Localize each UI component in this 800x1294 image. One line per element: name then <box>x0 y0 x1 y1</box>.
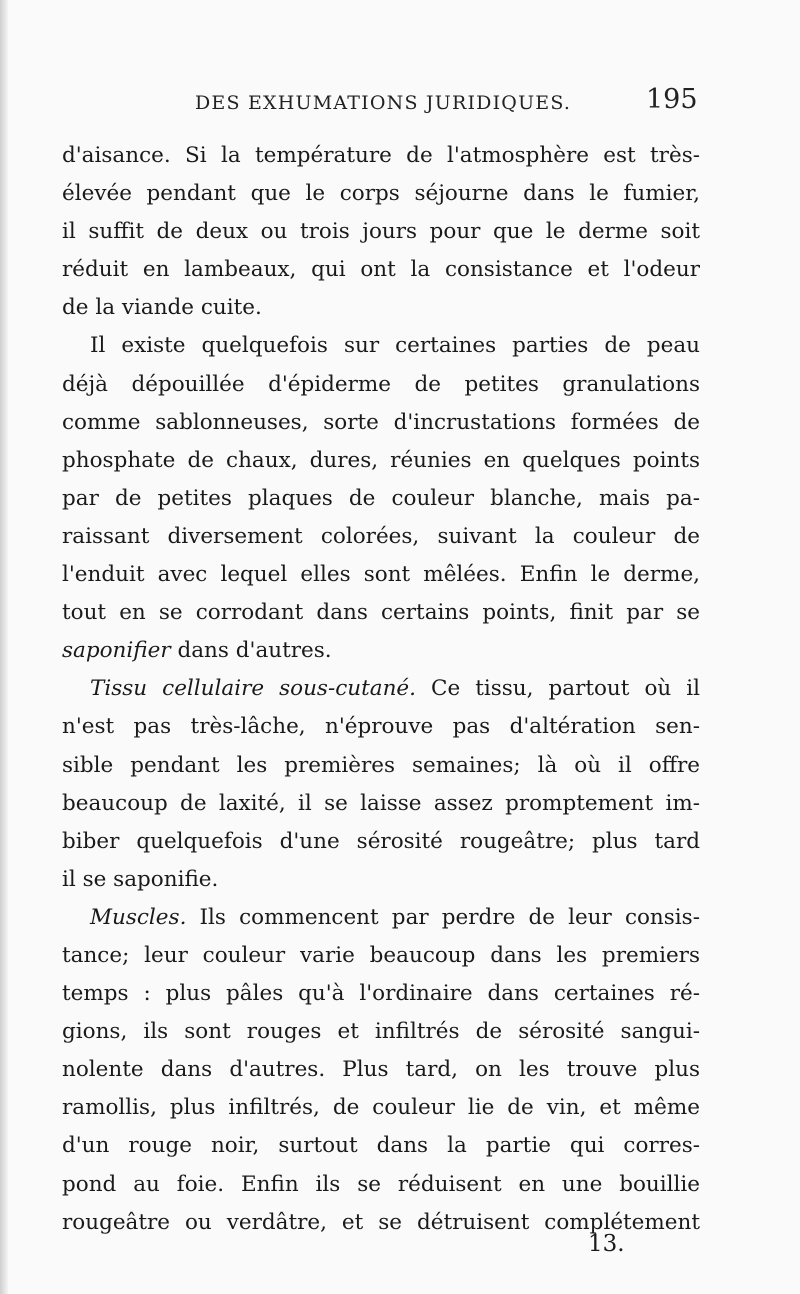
text-line: d'aisance. Si la température de l'atmosphère est très- <box>62 143 700 168</box>
text-run: Ils commencent par perdre de leur consis- <box>199 904 700 930</box>
page-edge-shadow <box>0 0 8 1294</box>
text-line: il suffit de deux ou trois jours pour que le derme soit <box>62 219 700 245</box>
text-line: d'un rouge noir, surtout dans la partie qui corres- <box>62 1133 700 1159</box>
text-line <box>62 670 700 708</box>
section-heading-muscles: Muscles. <box>90 904 187 930</box>
section-heading-tissu: Tissu cellulaire sous-cutané. <box>90 676 416 702</box>
page-number: 195 <box>646 84 698 115</box>
text-line: raissant diversement colorées, suivant la couleur de <box>62 523 700 549</box>
text-line: tance; leur couleur varie beaucoup dans les premiers <box>62 942 700 968</box>
text-line: ramollis, plus infiltrés, de couleur lie de vin, et même <box>62 1095 700 1121</box>
text-line <box>62 899 700 937</box>
text-line: l'enduit avec lequel elles sont mêlées. Enfin le derme, <box>62 562 700 588</box>
text-line: nolente dans d'autres. Plus tard, on les trouve plus <box>62 1057 700 1083</box>
signature-mark: 13. <box>588 1231 625 1257</box>
text-line: temps : plus pâles qu'à l'ordinaire dans certaines ré- <box>62 981 700 1007</box>
text-line: n'est pas très-lâche, n'éprouve pas d'altération sen- <box>62 714 700 740</box>
italic-term: saponifier <box>62 638 171 664</box>
text-line: pond au foie. Enfin ils se réduisent en une bouillie <box>62 1171 700 1197</box>
text-run: dans d'autres. <box>177 638 332 664</box>
text-line: déjà dépouillée d'épiderme de petites granulations <box>62 371 700 397</box>
text-line: beaucoup de laxité, il se laisse assez promptement im- <box>62 790 700 816</box>
text-line: comme sablonneuses, sorte d'incrustations formées de <box>62 409 700 435</box>
text-run: Ce tissu, partout où il <box>431 676 700 702</box>
text-line: Il existe quelquefois sur certaines parties de peau <box>90 333 700 359</box>
text-line: élevée pendant que le corps séjourne dans le fumier, <box>62 181 700 207</box>
text-line: par de petites plaques de couleur blanche, mais pa- <box>62 485 700 511</box>
text-line: sible pendant les premières semaines; là où il offre <box>62 752 700 778</box>
text-line <box>62 632 700 670</box>
running-head <box>0 0 800 130</box>
text-line: phosphate de chaux, dures, réunies en quelques points <box>62 447 700 473</box>
text-line: de la viande cuite. <box>62 295 262 321</box>
running-title: DES EXHUMATIONS JURIDIQUES. <box>195 92 572 114</box>
text-line: biber quelquefois d'une sérosité rougeâtre; plus tard <box>62 828 700 854</box>
text-line: il se saponifie. <box>62 866 219 892</box>
text-line: réduit en lambeaux, qui ont la consistance et l'odeur <box>62 257 700 283</box>
text-line: tout en se corrodant dans certains points, finit par se <box>62 600 700 626</box>
text-line: rougeâtre ou verdâtre, et se détruisent complétement <box>62 1209 700 1235</box>
text-line: gions, ils sont rouges et infiltrés de sérosité sangui- <box>62 1019 700 1045</box>
body-text <box>62 137 700 1242</box>
